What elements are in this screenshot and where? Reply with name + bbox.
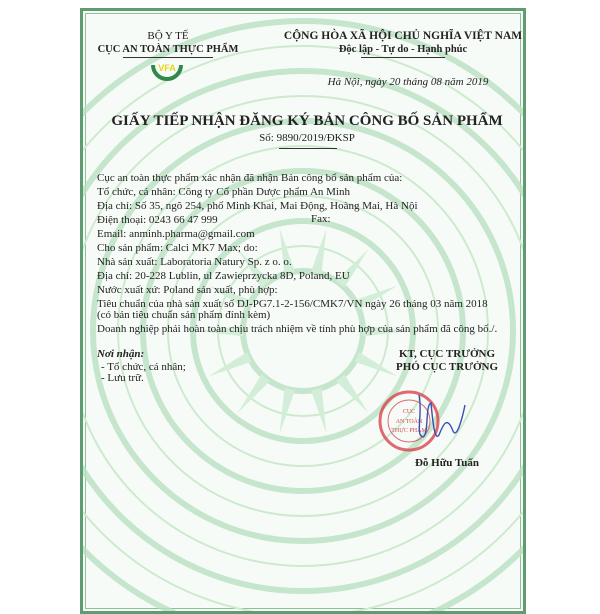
signer-title: KT, CỤC TRƯỞNG xyxy=(398,348,496,360)
official-stamp-and-signature xyxy=(373,385,483,455)
fax-label: Fax: xyxy=(311,213,331,225)
body-line: Điện thoại: 0243 66 47 999 xyxy=(97,214,218,226)
svg-text:THỰC PHẨM: THỰC PHẨM xyxy=(391,428,427,434)
recipients-title: Nơi nhận: xyxy=(97,348,145,360)
body-line: Cục an toàn thực phẩm xác nhận đã nhận Bản công bố sản phẩm của: xyxy=(97,172,403,184)
body-line: Cho sản phẩm: Calci MK7 Max; do: xyxy=(97,242,258,254)
certificate-document xyxy=(80,8,526,614)
svg-text:CỤC: CỤC xyxy=(402,409,416,415)
pattern-ray xyxy=(280,388,295,433)
recipient-item: - Lưu trữ. xyxy=(101,372,144,384)
agency-name: CỤC AN TOÀN THỰC PHẨM xyxy=(97,44,239,55)
ministry-name: BỘ Y TẾ xyxy=(147,30,189,42)
recipient-item: - Tổ chức, cá nhân; xyxy=(101,361,186,373)
body-line: (có bản tiêu chuẩn sản phẩm đính kèm) xyxy=(97,309,271,321)
country-name: CỘNG HÒA XÃ HỘI CHỦ NGHĨA VIỆT NAM xyxy=(283,30,523,42)
svg-text:VFA: VFA xyxy=(158,63,176,73)
body-line: Nước xuất xứ: Poland sản xuất, phù hợp: xyxy=(97,284,278,296)
body-line: Tiêu chuẩn của nhà sản xuất số DJ-PG7.1-2-156/CMK7/VN ngày 26 tháng 03 năm 2018 xyxy=(97,298,488,310)
pattern-ray xyxy=(311,229,326,274)
pattern-ray xyxy=(311,388,326,433)
body-line: Tổ chức, cá nhân: Công ty Cổ phần Dược phẩm An Minh xyxy=(97,186,350,198)
document-title: GIẤY TIẾP NHẬN ĐĂNG KÝ BẢN CÔNG BỐ SẢN PHẨM xyxy=(111,113,503,129)
svg-text:AN TOÀN: AN TOÀN xyxy=(395,419,423,425)
vfa-logo xyxy=(149,55,185,85)
document-number: Số: 9890/2019/ĐKSP xyxy=(259,132,355,144)
body-line: Địa chỉ: Số 35, ngõ 254, phố Minh Khai, Mai Động, Hoàng Mai, Hà Nội xyxy=(97,200,418,212)
body-line: Email: anminh.pharma@gmail.com xyxy=(97,228,255,240)
issue-date: Hà Nội, ngày 20 tháng 08 năm 2019 xyxy=(327,76,489,88)
body-line: Doanh nghiệp phải hoàn toàn chịu trách nhiệm về tính phù hợp của sản phẩm đã công bố./. xyxy=(97,323,498,335)
signer-name: Đỗ Hữu Tuấn xyxy=(414,457,480,469)
body-line: Nhà sản xuất: Laboratoria Natury Sp. z o. o. xyxy=(97,256,292,268)
body-line: Địa chỉ: 20-228 Lublin, ul Zawieprzycka 8D, Poland, EU xyxy=(97,270,350,282)
motto: Độc lập - Tự do - Hạnh phúc xyxy=(338,44,468,55)
signer-position: PHÓ CỤC TRƯỞNG xyxy=(395,361,499,373)
